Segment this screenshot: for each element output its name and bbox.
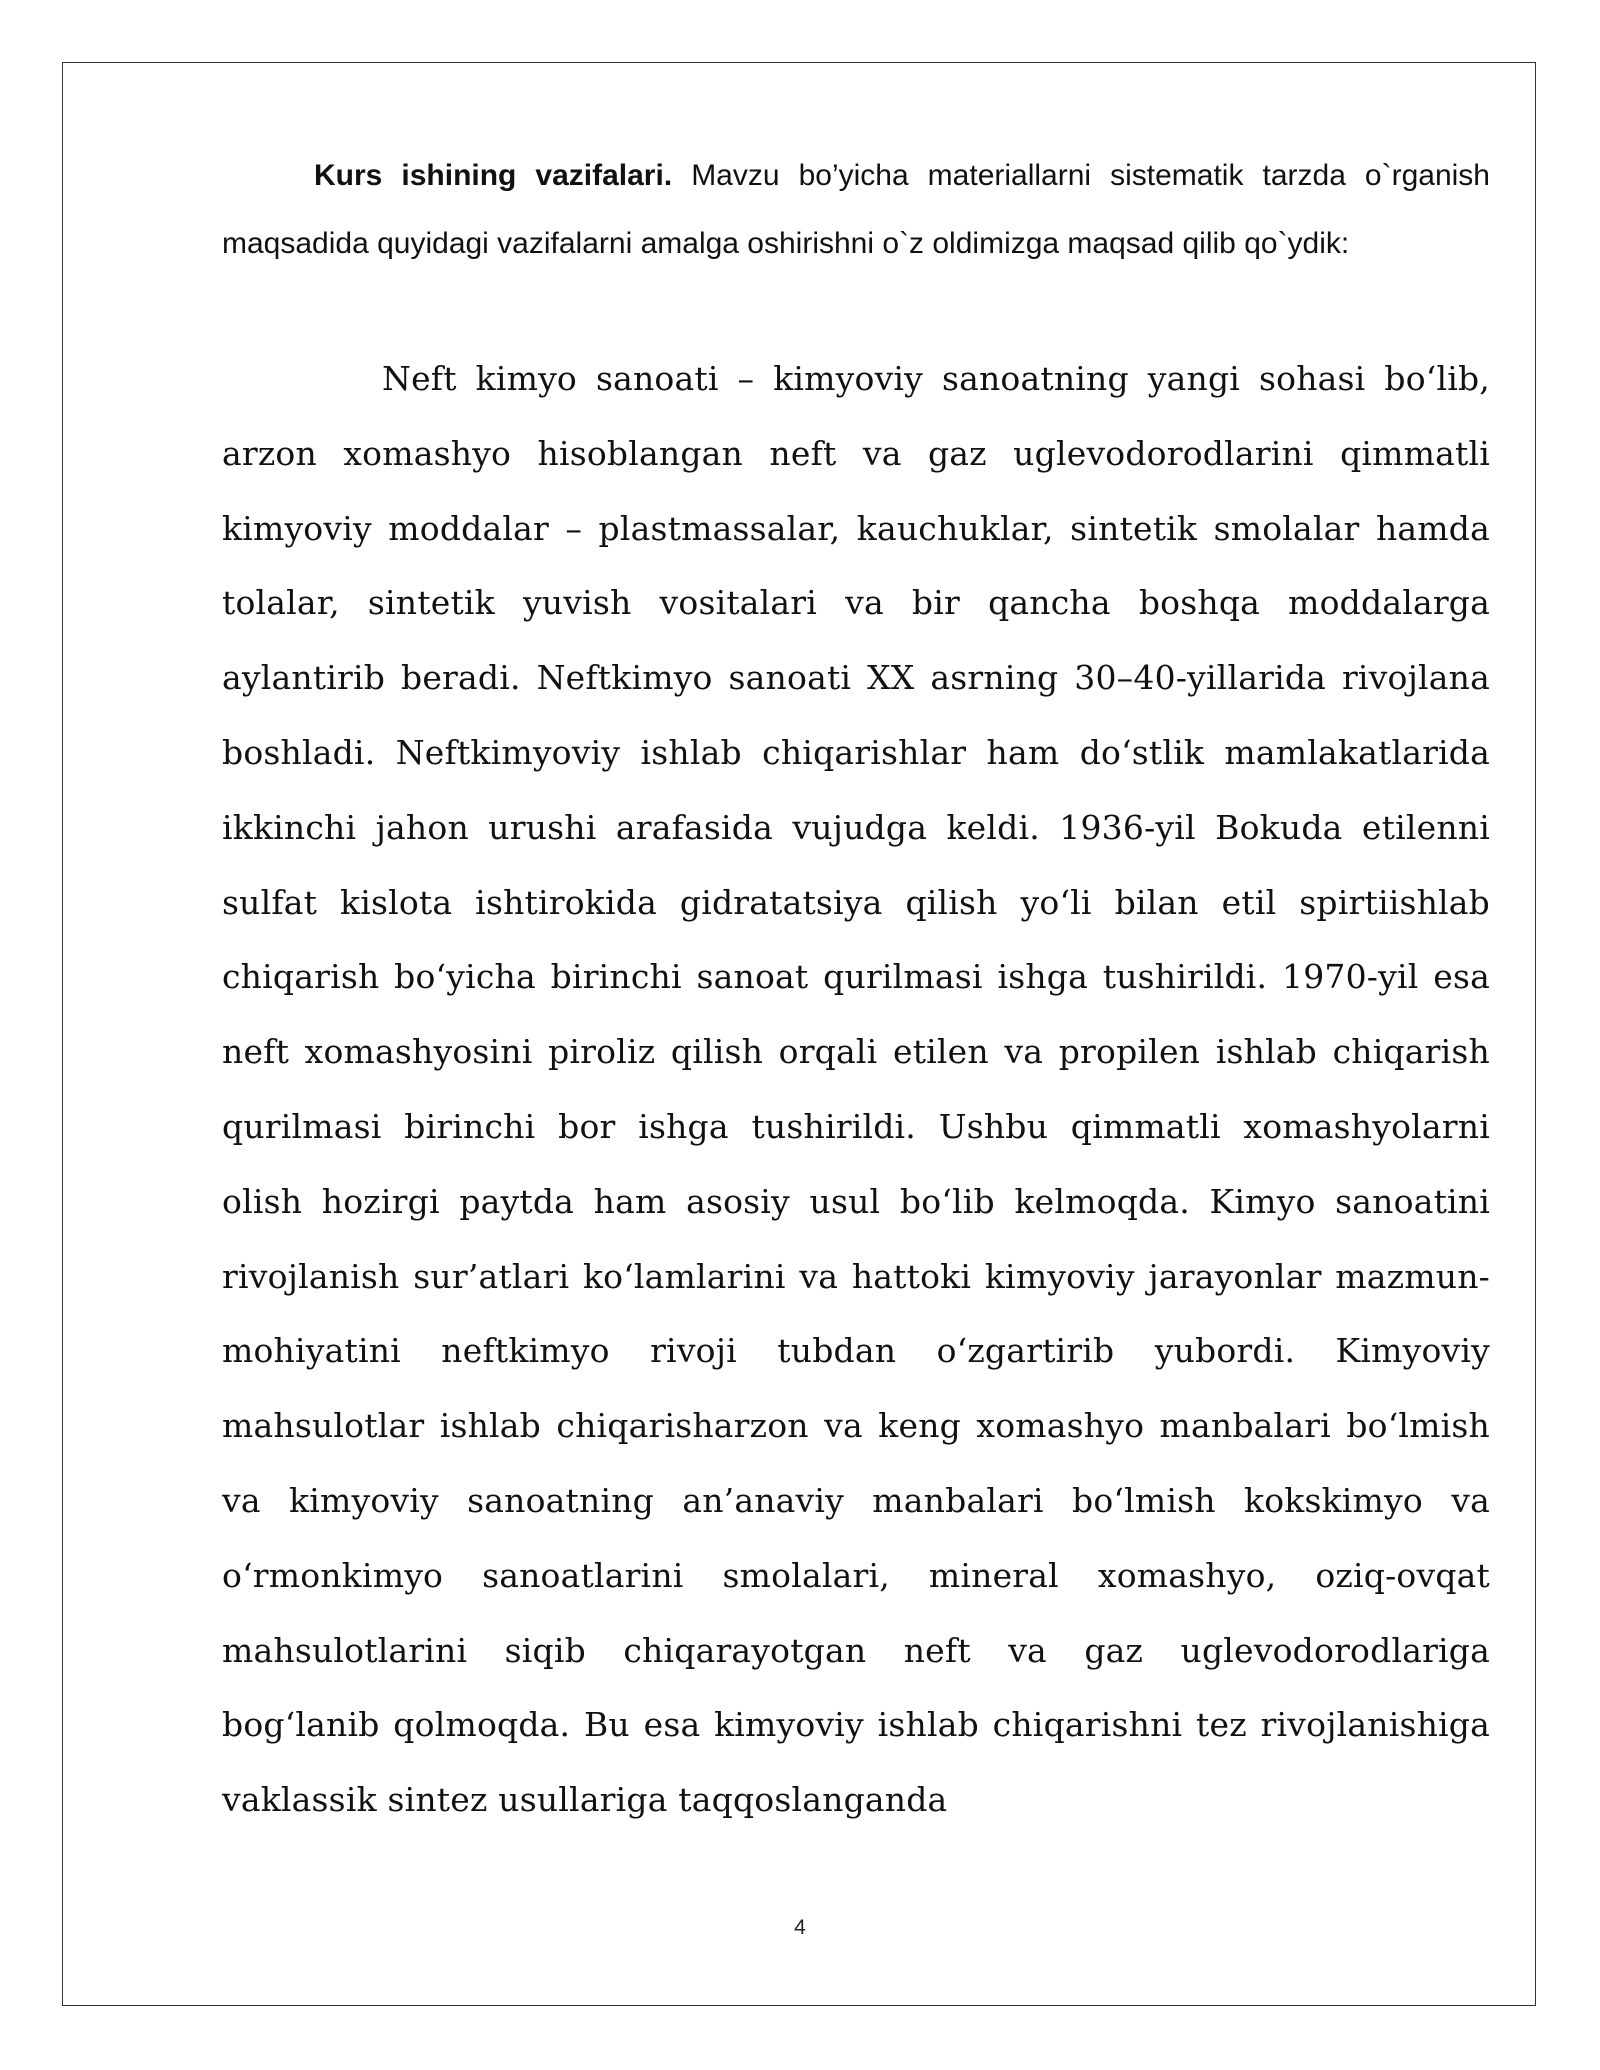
page-number: 4 xyxy=(794,1916,806,1939)
body-paragraph: Neft kimyo sanoati – kimyoviy sanoatning yangi sohasi bo‘lib, arzon xomashyo hisoblangan neft va gaz uglevodorodlarini qimmatli kimyoviy moddalar – plastmassalar, kauchuklar, sintetik smolalar hamda tolalar, sintetik yuvish vositalari va bir qancha boshqa moddalarga aylantirib beradi. Neftkimyo sanoati XX asrning 30–40-yillarida rivojlana boshladi. Neftkimyoviy ishlab chiqarishlar ham do‘stlik mamlakatlarida ikkinchi jahon urushi arafasida vujudga keldi. 1936-yil Bokuda etilenni sulfat kislota ishtirokida gidratatsiya qilish yo‘li bilan etil spirtiishlab chiqarish bo‘yicha birinchi sanoat qurilmasi ishga tushirildi. 1970-yil esa neft xomashyosini piroliz qilish orqali etilen va propilen ishlab chiqarish qurilmasi birinchi bor ishga tushirildi. Ushbu qimmatli xomashyolarni olish hozirgi paytda ham asosiy usul bo‘lib kelmoqda. Kimyo sanoatini rivojlanish sur’atlari ko‘lamlarini va hattoki kimyoviy jarayonlar mazmun-mohiyatini neftkimyo rivoji tubdan o‘zgartirib yubordi. Kimyoviy mahsulotlar ishlab chiqarisharzon va keng xomashyo manbalari bo‘lmish va kimyoviy sanoatning an’anaviy manbalari bo‘lmish kokskimyo va o‘rmonkimyo sanoatlarini smolalari, mineral xomashyo, oziq-ovqat mahsulotlarini siqib chiqarayotgan neft va gaz uglevodorodlariga bog‘lanib qolmoqda. Bu esa kimyoviy ishlab chiqarishni tez rivojlanishiga vaklassik sintez usullariga taqqoslanganda xyxy=(222,359,1490,1820)
intro-paragraph xyxy=(222,142,1490,278)
intro-text: Mavzu bo’yicha materiallarni sistematik tarzda o`rganish maqsadida quyidagi vazifalarni amalga oshirishni o`z oldimizga maqsad qilib qo`ydik: xyxy=(222,159,1490,260)
intro-heading: Kurs ishining vazifalari. xyxy=(314,159,673,192)
